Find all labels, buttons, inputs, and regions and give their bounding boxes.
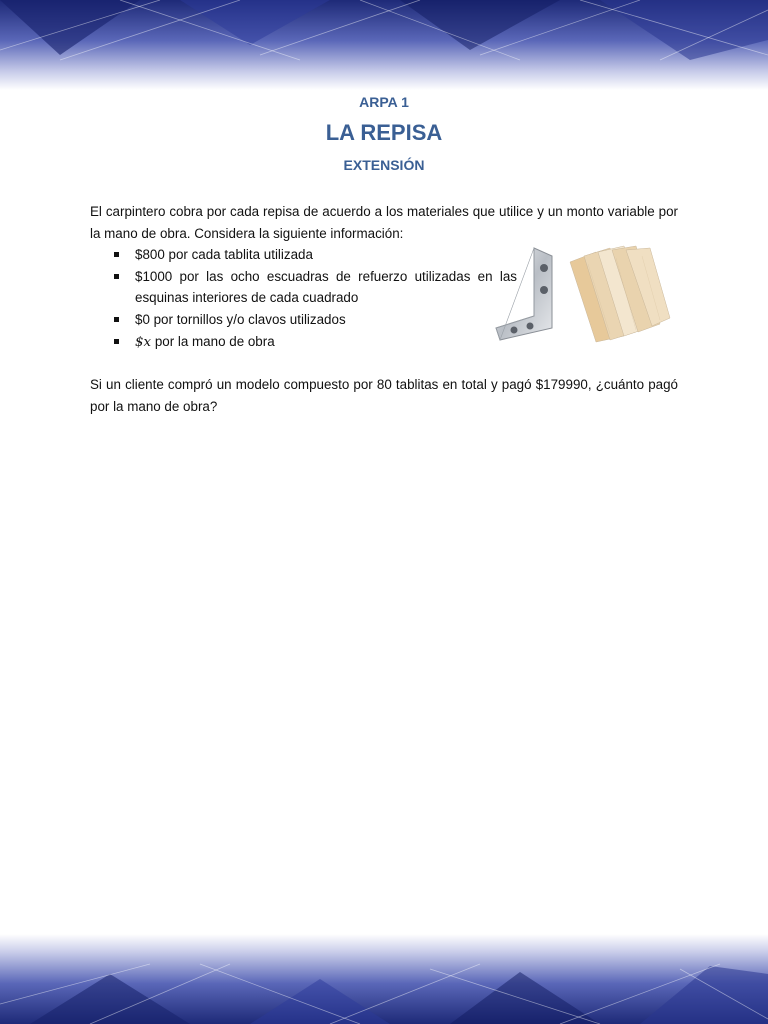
list-item: $1000 por las ocho escuadras de refuerzo utilizadas en las esquinas interiores de cada cuadrado: [90, 266, 517, 309]
question-paragraph: Si un cliente compró un modelo compuesto por 80 tablitas en total y pagó $179990, ¿cuánto pagó por la mano de obra?: [90, 377, 678, 414]
metal-bracket-image: [494, 246, 556, 342]
labor-symbol: $: [135, 334, 144, 350]
page-subtitle: EXTENSIÓN: [343, 157, 425, 173]
list-item: $0 por tornillos y/o clavos utilizados: [90, 309, 517, 331]
footer-decorative-band: [0, 934, 768, 1024]
labor-text: por la mano de obra: [151, 333, 275, 349]
section-label: ARPA 1: [359, 94, 409, 110]
header-decorative-band: [0, 0, 768, 90]
list-item: $800 por cada tablita utilizada: [90, 244, 517, 266]
wood-planks-image: [566, 244, 674, 344]
labor-variable: x: [143, 334, 152, 350]
page-title: LA REPISA: [325, 120, 443, 145]
list-item-labor: [90, 331, 517, 354]
intro-paragraph: El carpintero cobra por cada repisa de acuerdo a los materiales que utilice y un monto variable por la mano de obra. Considera la siguiente información:: [90, 204, 678, 241]
